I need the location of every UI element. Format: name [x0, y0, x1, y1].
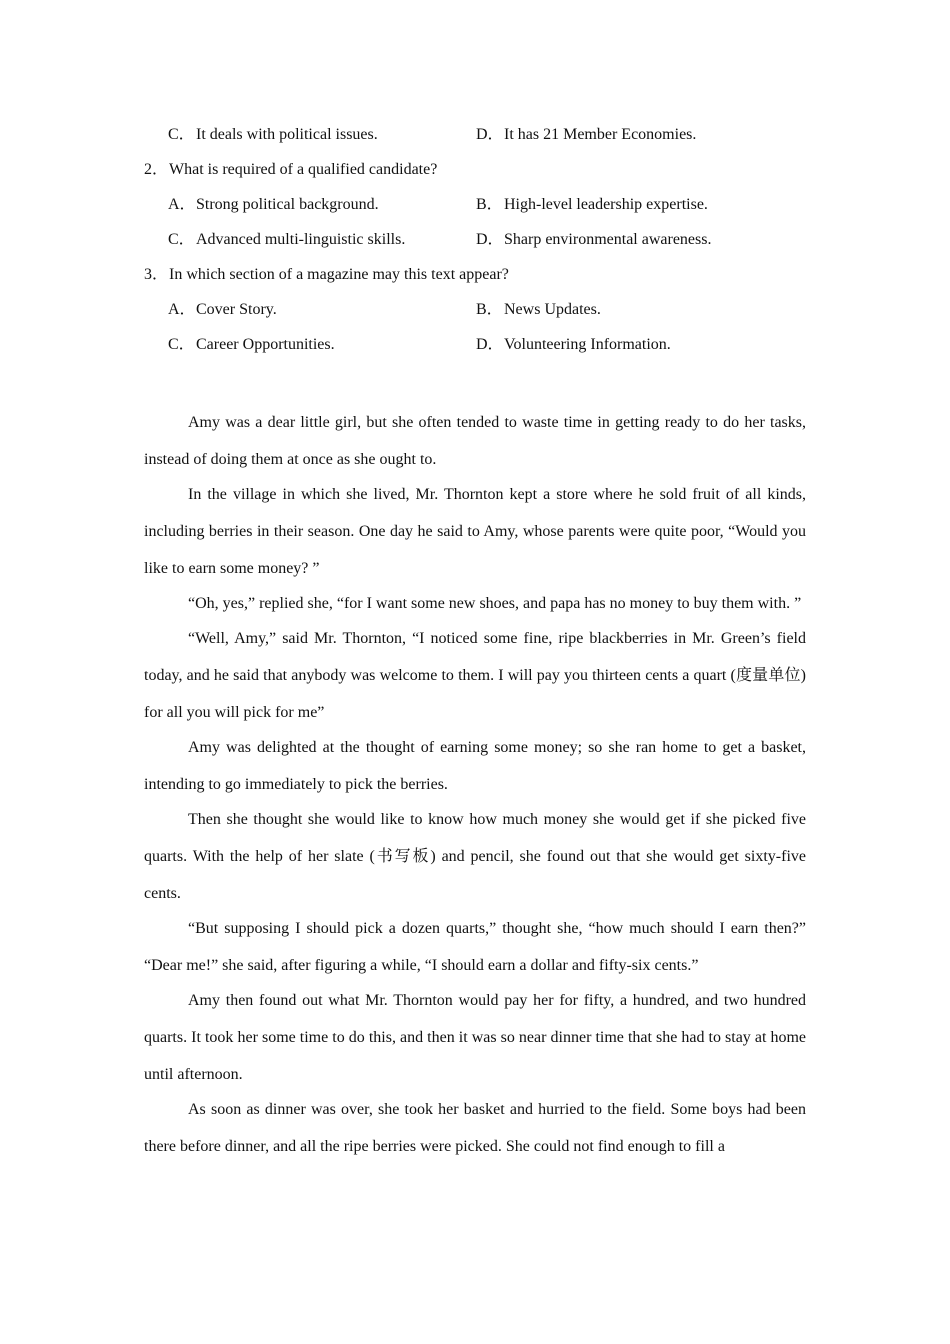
option-row-q1-cd	[144, 124, 806, 159]
option-letter: C．	[168, 336, 195, 353]
option-row-q2-ab	[144, 194, 806, 229]
option-q3-a	[168, 299, 476, 321]
document-page	[144, 124, 806, 1165]
question-number: 2．	[144, 161, 169, 178]
option-text: Volunteering Information.	[504, 336, 671, 353]
option-q2-b	[476, 194, 784, 216]
paragraph: “But supposing I should pick a dozen quarts,” thought she, “how much should I earn then?” “Dear me!” she said, after figuring a while, “I should earn a dollar and fifty-six cents.”	[144, 920, 806, 974]
option-text: Cover Story.	[196, 301, 277, 318]
option-q2-a	[168, 194, 476, 216]
question-2	[144, 159, 806, 194]
option-text: News Updates.	[504, 301, 601, 318]
option-letter: D．	[476, 126, 504, 143]
option-q3-c	[168, 334, 476, 356]
option-letter: D．	[476, 336, 504, 353]
option-q2-d	[476, 229, 784, 251]
option-text: Strong political background.	[196, 196, 379, 213]
question-number: 3．	[144, 266, 169, 283]
option-row-q3-cd	[144, 334, 806, 369]
option-letter: B．	[476, 301, 503, 318]
reading-passage	[144, 404, 806, 1165]
option-letter: C．	[168, 126, 195, 143]
section-gap	[144, 369, 806, 404]
question-text: What is required of a qualified candidate?	[169, 161, 438, 178]
option-row-q3-ab	[144, 299, 806, 334]
option-q2-c	[168, 229, 476, 251]
paragraph: Amy then found out what Mr. Thornton would pay her for fifty, a hundred, and two hundred quarts. It took her some time to do this, and then it was so near dinner time that she had to stay at home until afternoon.	[144, 992, 806, 1083]
option-text: It deals with political issues.	[196, 126, 378, 143]
option-row-q2-cd	[144, 229, 806, 264]
option-text: It has 21 Member Economies.	[504, 126, 697, 143]
paragraph: As soon as dinner was over, she took her basket and hurried to the field. Some boys had been there before dinner, and all the ripe berries were picked. She could not find enough to fill a	[144, 1101, 806, 1155]
option-letter: A．	[168, 196, 196, 213]
question-text: In which section of a magazine may this text appear?	[169, 266, 509, 283]
option-letter: D．	[476, 231, 504, 248]
paragraph: “Oh, yes,” replied she, “for I want some new shoes, and papa has no money to buy them with. ”	[188, 595, 802, 612]
option-text: Career Opportunities.	[196, 336, 335, 353]
option-text: High-level leadership expertise.	[504, 196, 708, 213]
option-letter: B．	[476, 196, 503, 213]
paragraph: Amy was a dear little girl, but she often tended to waste time in getting ready to do her tasks, instead of doing them at once as she ought to.	[144, 414, 806, 468]
option-text: Sharp environmental awareness.	[504, 231, 712, 248]
paragraph: Amy was delighted at the thought of earning some money; so she ran home to get a basket, intending to go immediately to pick the berries.	[144, 739, 806, 793]
paragraph: In the village in which she lived, Mr. Thornton kept a store where he sold fruit of all kinds, including berries in their season. One day he said to Amy, whose parents were quite poor, “Would you like to earn some money? ”	[144, 486, 806, 577]
option-text: Advanced multi-linguistic skills.	[196, 231, 406, 248]
option-letter: C．	[168, 231, 195, 248]
paragraph: Then she thought she would like to know how much money she would get if she picked five quarts. With the help of her slate (书写板) and pencil, she found out that she would get sixty-five cents.	[144, 811, 806, 902]
option-q1-c	[168, 124, 476, 146]
option-q1-d	[476, 124, 784, 146]
paragraph: “Well, Amy,” said Mr. Thornton, “I noticed some fine, ripe blackberries in Mr. Green’s field today, and he said that anybody was welcome to them. I will pay you thirteen cents a quart (度量单位) for all you will pick for me”	[144, 630, 806, 721]
option-q3-b	[476, 299, 784, 321]
question-3	[144, 264, 806, 299]
questions-section	[144, 124, 806, 369]
option-letter: A．	[168, 301, 196, 318]
option-q3-d	[476, 334, 784, 356]
